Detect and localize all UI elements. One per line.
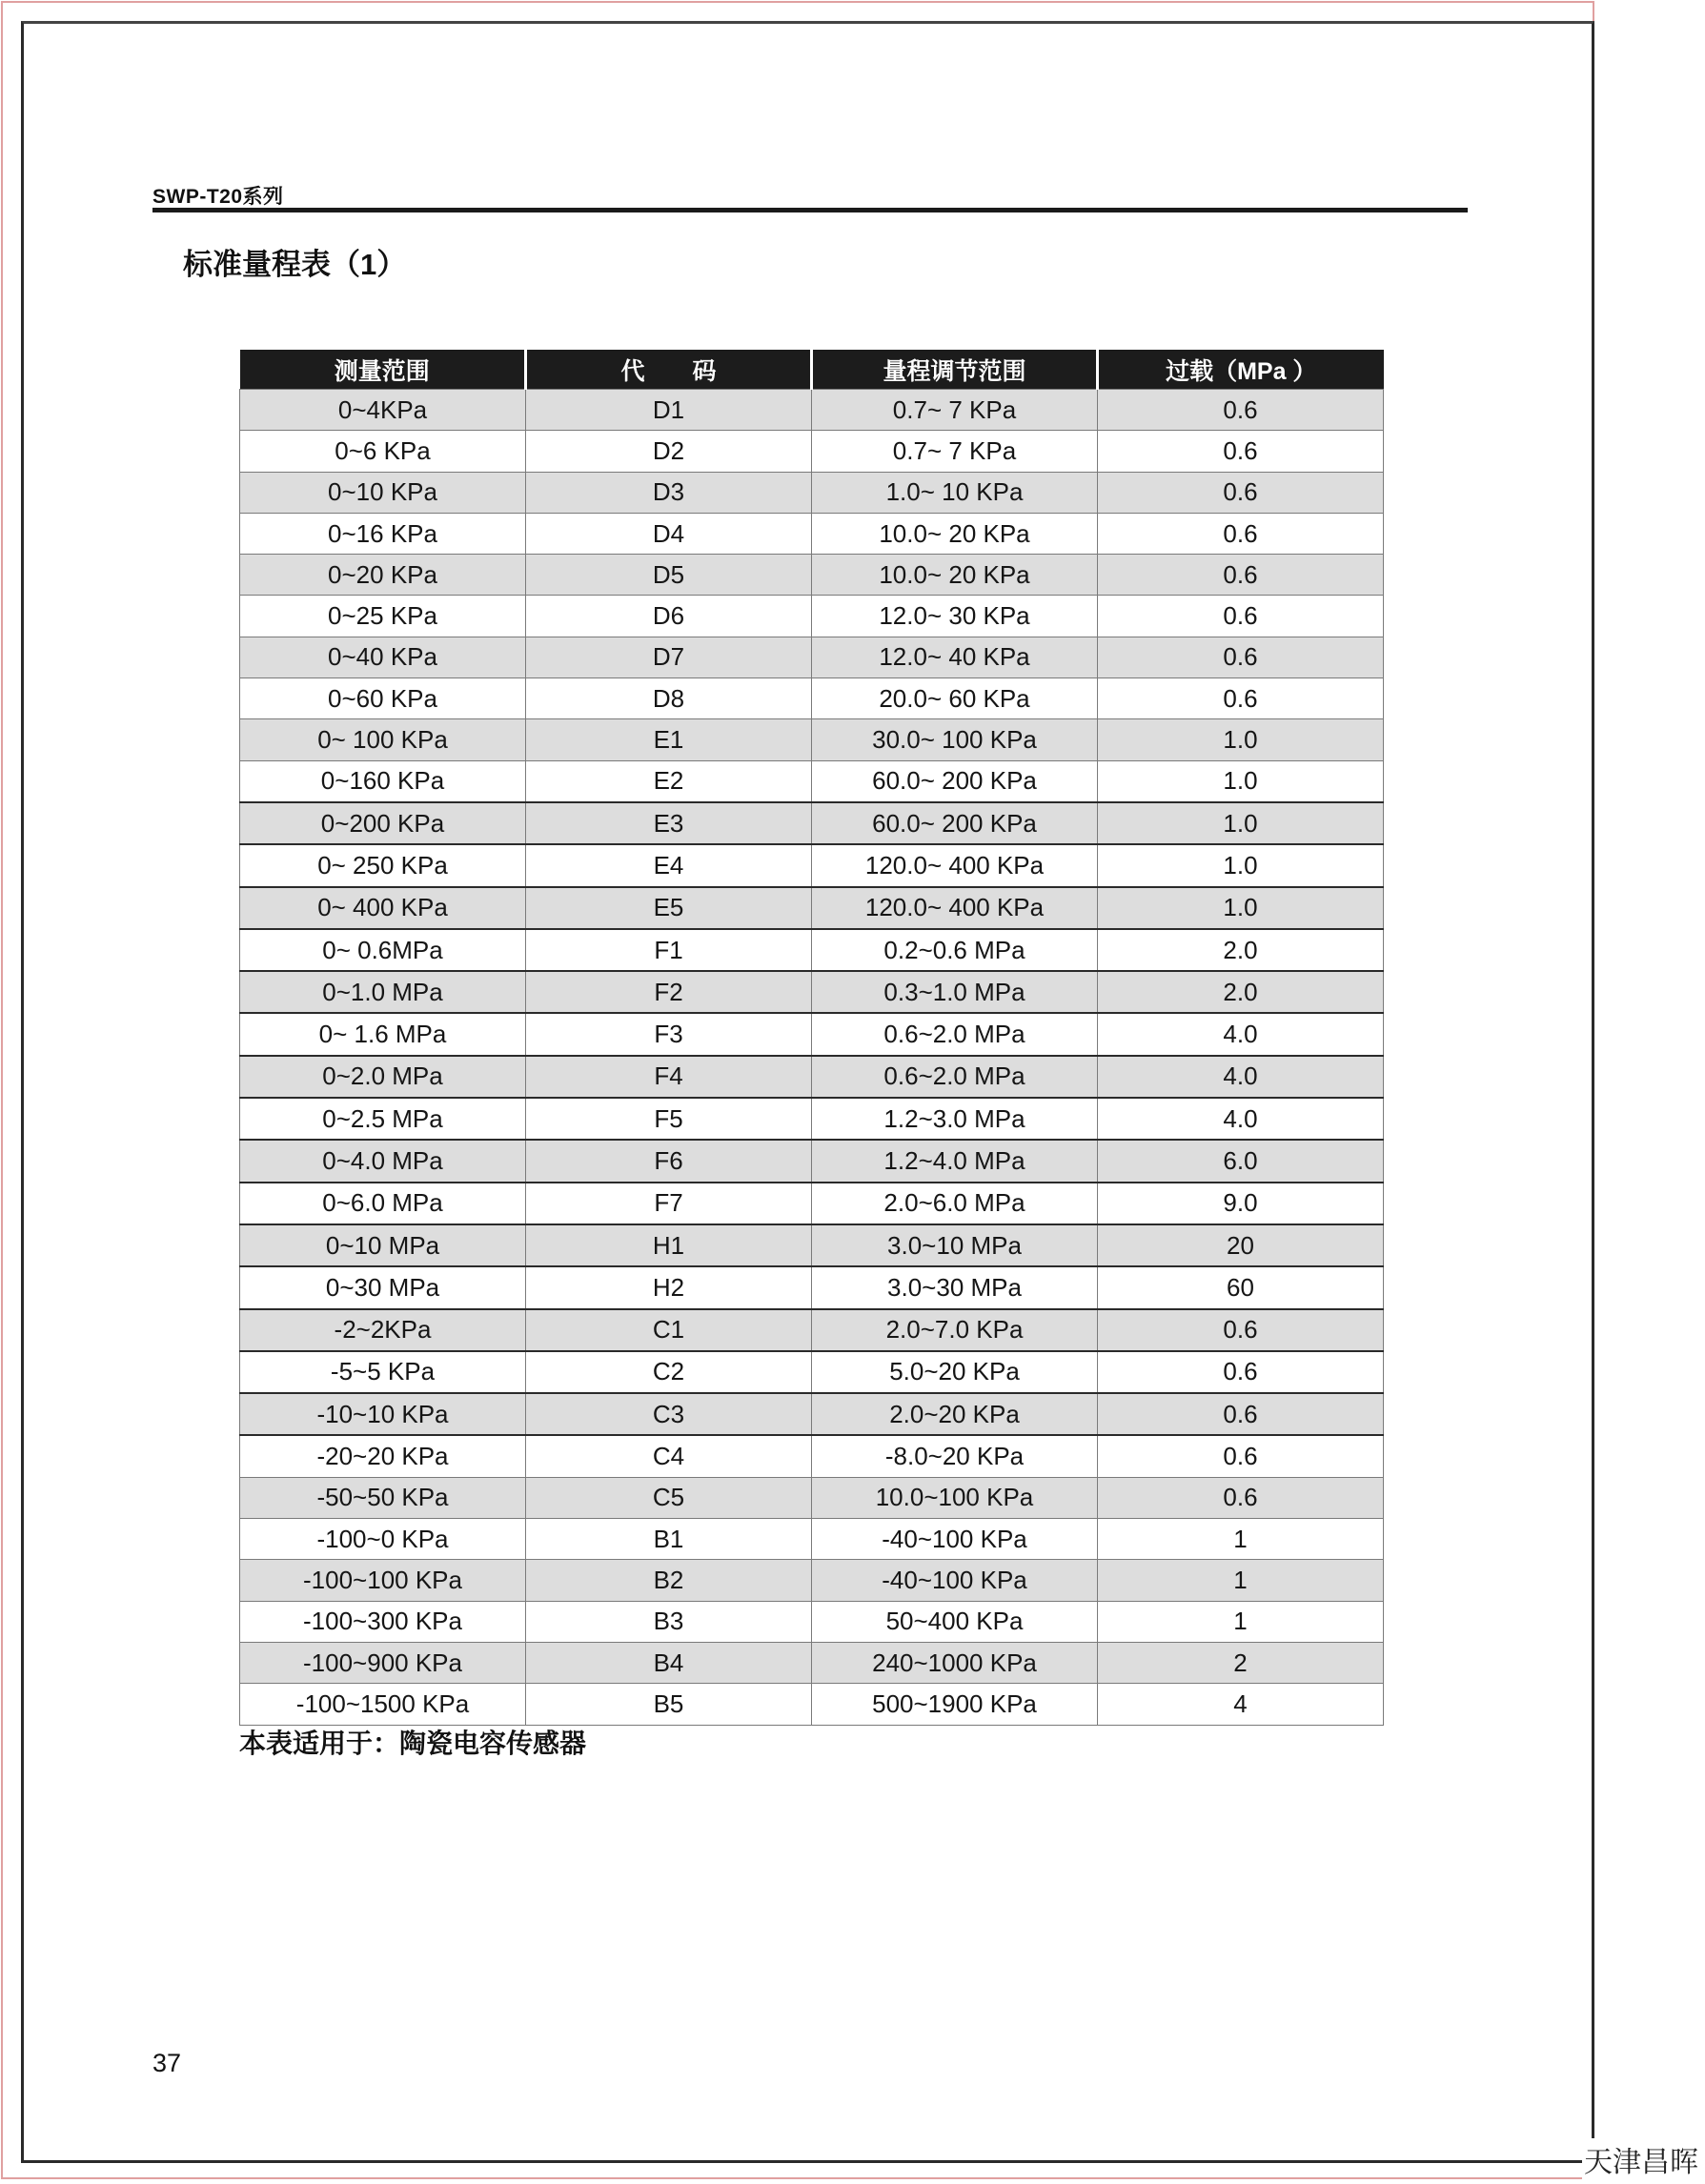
cell-measure-range: -10~10 KPa — [240, 1393, 526, 1435]
table-row — [240, 596, 1384, 637]
table-row — [240, 719, 1384, 760]
cell-measure-range: 0~ 250 KPa — [240, 844, 526, 886]
cell-measure-range: 0~20 KPa — [240, 555, 526, 596]
table-row — [240, 1183, 1384, 1224]
cell-overload: 0.6 — [1098, 1477, 1384, 1518]
cell-overload: 1.0 — [1098, 802, 1384, 844]
cell-measure-range: 0~2.0 MPa — [240, 1056, 526, 1098]
table-row — [240, 678, 1384, 719]
cell-adjust-range: 0.7~ 7 KPa — [812, 390, 1098, 431]
cell-overload: 1.0 — [1098, 844, 1384, 886]
table-row — [240, 1560, 1384, 1601]
cell-measure-range: 0~6.0 MPa — [240, 1183, 526, 1224]
table-row — [240, 1684, 1384, 1725]
cell-code: D5 — [526, 555, 812, 596]
cell-adjust-range: 0.3~1.0 MPa — [812, 971, 1098, 1013]
cell-measure-range: 0~4.0 MPa — [240, 1140, 526, 1182]
cell-code: C3 — [526, 1393, 812, 1435]
cell-measure-range: 0~30 MPa — [240, 1266, 526, 1308]
cell-measure-range: 0~160 KPa — [240, 760, 526, 802]
cell-measure-range: -100~0 KPa — [240, 1519, 526, 1560]
cell-overload: 0.6 — [1098, 431, 1384, 472]
cell-overload: 0.6 — [1098, 678, 1384, 719]
table-row — [240, 431, 1384, 472]
cell-overload: 4.0 — [1098, 1013, 1384, 1055]
applicability-note: 本表适用于：陶瓷电容传感器 — [239, 1729, 587, 1758]
cell-code: E1 — [526, 719, 812, 760]
cell-overload: 0.6 — [1098, 1435, 1384, 1477]
cell-adjust-range: 1.0~ 10 KPa — [812, 472, 1098, 513]
cell-overload: 0.6 — [1098, 513, 1384, 554]
cell-measure-range: 0~6 KPa — [240, 431, 526, 472]
cell-code: E4 — [526, 844, 812, 886]
cell-code: C5 — [526, 1477, 812, 1518]
column-header-measure-range: 测量范围 — [240, 350, 526, 390]
table-row — [240, 1519, 1384, 1560]
cell-code: E2 — [526, 760, 812, 802]
cell-overload: 0.6 — [1098, 472, 1384, 513]
cell-adjust-range: 12.0~ 30 KPa — [812, 596, 1098, 637]
table-body — [240, 390, 1384, 1726]
cell-overload: 60 — [1098, 1266, 1384, 1308]
table-row — [240, 802, 1384, 844]
cell-measure-range: 0~ 400 KPa — [240, 887, 526, 929]
cell-measure-range: -5~5 KPa — [240, 1351, 526, 1393]
cell-measure-range: -20~20 KPa — [240, 1435, 526, 1477]
cell-code: D7 — [526, 637, 812, 677]
table-row — [240, 1309, 1384, 1351]
table-row — [240, 1224, 1384, 1266]
cell-adjust-range: 20.0~ 60 KPa — [812, 678, 1098, 719]
cell-code: D1 — [526, 390, 812, 431]
table-row — [240, 1351, 1384, 1393]
cell-overload: 1.0 — [1098, 887, 1384, 929]
cell-code: D6 — [526, 596, 812, 637]
cell-overload: 4.0 — [1098, 1098, 1384, 1140]
cell-measure-range: 0~2.5 MPa — [240, 1098, 526, 1140]
cell-measure-range: -100~900 KPa — [240, 1642, 526, 1683]
cell-measure-range: -100~300 KPa — [240, 1601, 526, 1642]
cell-measure-range: 0~ 100 KPa — [240, 719, 526, 760]
series-title: SWP-T20系列 — [152, 186, 284, 208]
table-header-row — [240, 350, 1384, 390]
cell-code: F2 — [526, 971, 812, 1013]
cell-adjust-range: 120.0~ 400 KPa — [812, 887, 1098, 929]
cell-adjust-range: 50~400 KPa — [812, 1601, 1098, 1642]
cell-code: E3 — [526, 802, 812, 844]
watermark: 天津昌晖 — [1582, 2138, 1700, 2180]
table-row — [240, 1013, 1384, 1055]
cell-code: F7 — [526, 1183, 812, 1224]
table-row — [240, 929, 1384, 971]
cell-measure-range: 0~16 KPa — [240, 513, 526, 554]
column-header-adjust-range: 量程调节范围 — [812, 350, 1098, 390]
cell-code: F1 — [526, 929, 812, 971]
cell-adjust-range: 2.0~20 KPa — [812, 1393, 1098, 1435]
table-row — [240, 887, 1384, 929]
cell-measure-range: 0~4KPa — [240, 390, 526, 431]
cell-adjust-range: 60.0~ 200 KPa — [812, 802, 1098, 844]
table-row — [240, 637, 1384, 677]
cell-adjust-range: 10.0~100 KPa — [812, 1477, 1098, 1518]
cell-measure-range: 0~10 MPa — [240, 1224, 526, 1266]
cell-measure-range: -2~2KPa — [240, 1309, 526, 1351]
cell-overload: 2.0 — [1098, 929, 1384, 971]
cell-adjust-range: -40~100 KPa — [812, 1519, 1098, 1560]
cell-overload: 1 — [1098, 1601, 1384, 1642]
cell-overload: 20 — [1098, 1224, 1384, 1266]
cell-code: D3 — [526, 472, 812, 513]
cell-overload: 0.6 — [1098, 1351, 1384, 1393]
table-row — [240, 971, 1384, 1013]
cell-measure-range: -100~1500 KPa — [240, 1684, 526, 1725]
cell-code: H2 — [526, 1266, 812, 1308]
cell-code: B3 — [526, 1601, 812, 1642]
cell-code: F5 — [526, 1098, 812, 1140]
cell-adjust-range: 0.6~2.0 MPa — [812, 1013, 1098, 1055]
table-row — [240, 555, 1384, 596]
table-row — [240, 1393, 1384, 1435]
cell-code: F6 — [526, 1140, 812, 1182]
cell-adjust-range: 10.0~ 20 KPa — [812, 513, 1098, 554]
table-row — [240, 760, 1384, 802]
cell-adjust-range: 12.0~ 40 KPa — [812, 637, 1098, 677]
page-number: 37 — [152, 2049, 182, 2077]
cell-adjust-range: 120.0~ 400 KPa — [812, 844, 1098, 886]
cell-overload: 4 — [1098, 1684, 1384, 1725]
table-row — [240, 1601, 1384, 1642]
cell-adjust-range: 30.0~ 100 KPa — [812, 719, 1098, 760]
cell-adjust-range: 60.0~ 200 KPa — [812, 760, 1098, 802]
cell-overload: 2.0 — [1098, 971, 1384, 1013]
cell-overload: 0.6 — [1098, 637, 1384, 677]
cell-adjust-range: 1.2~3.0 MPa — [812, 1098, 1098, 1140]
cell-code: F4 — [526, 1056, 812, 1098]
cell-adjust-range: 3.0~30 MPa — [812, 1266, 1098, 1308]
cell-measure-range: 0~200 KPa — [240, 802, 526, 844]
cell-code: B5 — [526, 1684, 812, 1725]
cell-code: C4 — [526, 1435, 812, 1477]
table-row — [240, 1435, 1384, 1477]
cell-adjust-range: 240~1000 KPa — [812, 1642, 1098, 1683]
cell-overload: 4.0 — [1098, 1056, 1384, 1098]
cell-adjust-range: -40~100 KPa — [812, 1560, 1098, 1601]
cell-code: D8 — [526, 678, 812, 719]
cell-adjust-range: 500~1900 KPa — [812, 1684, 1098, 1725]
cell-overload: 1.0 — [1098, 719, 1384, 760]
cell-measure-range: 0~ 0.6MPa — [240, 929, 526, 971]
cell-overload: 0.6 — [1098, 1309, 1384, 1351]
table-row — [240, 1098, 1384, 1140]
cell-code: D4 — [526, 513, 812, 554]
cell-measure-range: 0~10 KPa — [240, 472, 526, 513]
header-rule — [152, 208, 1468, 212]
cell-adjust-range: 2.0~6.0 MPa — [812, 1183, 1098, 1224]
cell-overload: 0.6 — [1098, 596, 1384, 637]
cell-measure-range: 0~25 KPa — [240, 596, 526, 637]
cell-code: B1 — [526, 1519, 812, 1560]
cell-code: D2 — [526, 431, 812, 472]
cell-adjust-range: 5.0~20 KPa — [812, 1351, 1098, 1393]
cell-overload: 1.0 — [1098, 760, 1384, 802]
cell-measure-range: 0~60 KPa — [240, 678, 526, 719]
column-header-overload: 过载（MPa ） — [1098, 350, 1384, 390]
cell-adjust-range: -8.0~20 KPa — [812, 1435, 1098, 1477]
cell-measure-range: -50~50 KPa — [240, 1477, 526, 1518]
cell-measure-range: 0~ 1.6 MPa — [240, 1013, 526, 1055]
table-row — [240, 513, 1384, 554]
cell-code: B4 — [526, 1642, 812, 1683]
column-header-code: 代 码 — [526, 350, 812, 390]
cell-adjust-range: 0.6~2.0 MPa — [812, 1056, 1098, 1098]
cell-code: C2 — [526, 1351, 812, 1393]
cell-adjust-range: 0.7~ 7 KPa — [812, 431, 1098, 472]
cell-adjust-range: 1.2~4.0 MPa — [812, 1140, 1098, 1182]
cell-adjust-range: 10.0~ 20 KPa — [812, 555, 1098, 596]
cell-adjust-range: 2.0~7.0 KPa — [812, 1309, 1098, 1351]
table-row — [240, 1477, 1384, 1518]
table-row — [240, 1642, 1384, 1683]
table-row — [240, 1056, 1384, 1098]
cell-measure-range: -100~100 KPa — [240, 1560, 526, 1601]
cell-code: C1 — [526, 1309, 812, 1351]
cell-adjust-range: 3.0~10 MPa — [812, 1224, 1098, 1266]
table-row — [240, 1266, 1384, 1308]
cell-code: F3 — [526, 1013, 812, 1055]
table-row — [240, 1140, 1384, 1182]
cell-code: H1 — [526, 1224, 812, 1266]
cell-code: E5 — [526, 887, 812, 929]
table-row — [240, 390, 1384, 431]
cell-measure-range: 0~1.0 MPa — [240, 971, 526, 1013]
cell-overload: 1 — [1098, 1519, 1384, 1560]
cell-adjust-range: 0.2~0.6 MPa — [812, 929, 1098, 971]
cell-overload: 0.6 — [1098, 1393, 1384, 1435]
cell-measure-range: 0~40 KPa — [240, 637, 526, 677]
table-row — [240, 844, 1384, 886]
cell-overload: 0.6 — [1098, 390, 1384, 431]
cell-code: B2 — [526, 1560, 812, 1601]
table-row — [240, 472, 1384, 513]
cell-overload: 1 — [1098, 1560, 1384, 1601]
cell-overload: 9.0 — [1098, 1183, 1384, 1224]
section-title: 标准量程表（1） — [183, 248, 407, 281]
cell-overload: 2 — [1098, 1642, 1384, 1683]
standard-range-table — [239, 350, 1384, 1726]
cell-overload: 0.6 — [1098, 555, 1384, 596]
cell-overload: 6.0 — [1098, 1140, 1384, 1182]
